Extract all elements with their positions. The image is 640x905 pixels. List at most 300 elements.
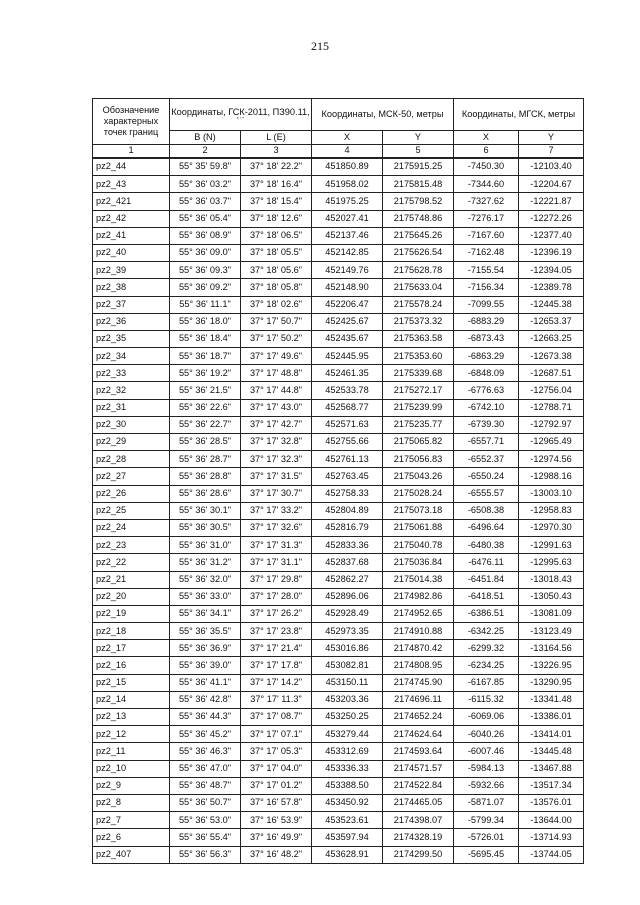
msk-x-cell: 452445.95: [312, 348, 383, 365]
msk-x-cell: 452148.90: [312, 279, 383, 296]
mgsk-x-cell: -6873.43: [454, 330, 519, 347]
msk-y-cell: 2175065.82: [383, 434, 454, 451]
msk-x-cell: 452928.49: [312, 605, 383, 622]
latitude-cell: 55° 36' 30.1": [170, 502, 241, 519]
latitude-cell: 55° 36' 11.1": [170, 296, 241, 313]
latitude-cell: 55° 36' 28.5": [170, 434, 241, 451]
longitude-cell: 37° 17' 48.8": [241, 365, 312, 382]
msk-x-cell: 452816.79: [312, 519, 383, 536]
msk-x-cell: 452973.35: [312, 623, 383, 640]
msk-y-cell: 2175073.18: [383, 502, 454, 519]
latitude-cell: 55° 36' 41.1": [170, 674, 241, 691]
msk-y-cell: 2175061.88: [383, 519, 454, 536]
longitude-cell: 37° 18' 22.2": [241, 158, 312, 176]
point-id-cell: pz2_31: [93, 399, 170, 416]
mgsk-x-cell: -6508.38: [454, 502, 519, 519]
latitude-cell: 55° 36' 28.6": [170, 485, 241, 502]
table-row: [93, 296, 584, 313]
msk-y-cell: 2175043.26: [383, 468, 454, 485]
point-id-cell: pz2_27: [93, 468, 170, 485]
point-id-cell: pz2_421: [93, 193, 170, 210]
latitude-cell: 55° 36' 28.7": [170, 451, 241, 468]
table-row: [93, 485, 584, 502]
mgsk-y-cell: -13714.93: [519, 829, 584, 846]
msk-x-cell: 452896.06: [312, 588, 383, 605]
point-id-cell: pz2_11: [93, 743, 170, 760]
mgsk-x-cell: -6386.51: [454, 605, 519, 622]
longitude-cell: 37° 17' 28.0": [241, 588, 312, 605]
mgsk-x-cell: -6115.32: [454, 691, 519, 708]
mgsk-x-cell: -7167.60: [454, 227, 519, 244]
table-row: [93, 193, 584, 210]
mgsk-y-cell: -12394.05: [519, 262, 584, 279]
longitude-cell: 37° 17' 31.1": [241, 554, 312, 571]
mgsk-x-cell: -5799.34: [454, 812, 519, 829]
latitude-cell: 55° 36' 48.7": [170, 777, 241, 794]
mgsk-y-cell: -13517.34: [519, 777, 584, 794]
msk-x-cell: 452533.78: [312, 382, 383, 399]
mgsk-header: Координаты, МГСК, метры: [454, 99, 584, 131]
msk-x-cell: 453203.36: [312, 691, 383, 708]
latitude-cell: 55° 36' 03.2": [170, 176, 241, 193]
mgsk-y-cell: -13018.43: [519, 571, 584, 588]
longitude-cell: 37° 16' 49.9": [241, 829, 312, 846]
latitude-cell: 55° 36' 30.5": [170, 519, 241, 536]
mgsk-y-cell: -13123.49: [519, 623, 584, 640]
mgsk-y-cell: -13050.43: [519, 588, 584, 605]
mgsk-y-cell: -12756.04: [519, 382, 584, 399]
msk-x-cell: 453279.44: [312, 726, 383, 743]
gsk-header-units: ° ' ": [236, 116, 245, 123]
latitude-cell: 55° 36' 39.0": [170, 657, 241, 674]
msk-y-cell: 2174870.42: [383, 640, 454, 657]
table-row: [93, 399, 584, 416]
point-id-cell: pz2_28: [93, 451, 170, 468]
msk-y-cell: 2175373.32: [383, 313, 454, 330]
longitude-cell: 37° 17' 44.8": [241, 382, 312, 399]
msk-y-cell: 2174624.64: [383, 726, 454, 743]
latitude-cell: 55° 36' 36.9": [170, 640, 241, 657]
msk-x-cell: 452571.63: [312, 416, 383, 433]
msk-x-cell: 452761.13: [312, 451, 383, 468]
msk-y-cell: 2174652.24: [383, 709, 454, 726]
point-id-cell: pz2_9: [93, 777, 170, 794]
longitude-cell: 37° 18' 12.6": [241, 210, 312, 227]
msk-header: Координаты, МСК-50, метры: [312, 99, 454, 131]
mgsk-x-cell: -7156.34: [454, 279, 519, 296]
msk-y-cell: 2175239.99: [383, 399, 454, 416]
longitude-cell: 37° 17' 42.7": [241, 416, 312, 433]
latitude-cell: 55° 36' 31.0": [170, 537, 241, 554]
point-id-cell: pz2_43: [93, 176, 170, 193]
msk-y-cell: 2175626.54: [383, 244, 454, 261]
latitude-cell: 55° 36' 32.0": [170, 571, 241, 588]
table-body: [93, 158, 584, 863]
latitude-cell: 55° 36' 18.4": [170, 330, 241, 347]
msk-x-cell: 451958.02: [312, 176, 383, 193]
designation-header-line: Обозначение: [102, 105, 160, 115]
column-number: 1: [93, 145, 170, 159]
longitude-cell: 37° 17' 33.2": [241, 502, 312, 519]
mgsk-x-cell: -6418.51: [454, 588, 519, 605]
designation-header-line: характерных: [103, 116, 159, 126]
msk-y-cell: 2175363.58: [383, 330, 454, 347]
mgsk-x-cell: -5695.45: [454, 846, 519, 863]
table-row: [93, 571, 584, 588]
longitude-cell: 37° 17' 43.0": [241, 399, 312, 416]
msk-x-cell: 453250.25: [312, 709, 383, 726]
table-row: [93, 227, 584, 244]
column-number: 5: [383, 145, 454, 159]
mgsk-y-cell: -12221.87: [519, 193, 584, 210]
longitude-cell: 37° 17' 11.3": [241, 691, 312, 708]
mgsk-y-cell: -12991.63: [519, 537, 584, 554]
longitude-cell: 37° 17' 21.4": [241, 640, 312, 657]
mgsk-y-cell: -12958.83: [519, 502, 584, 519]
msk-x-cell: 453388.50: [312, 777, 383, 794]
msk-x-cell: 452137.46: [312, 227, 383, 244]
mgsk-x-cell: -6555.57: [454, 485, 519, 502]
longitude-cell: 37° 17' 05.3": [241, 743, 312, 760]
mgsk-y-cell: -12272.26: [519, 210, 584, 227]
latitude-cell: 55° 36' 47.0": [170, 760, 241, 777]
point-id-cell: pz2_7: [93, 812, 170, 829]
mgsk-x-cell: -6742.10: [454, 399, 519, 416]
msk-x-cell: 451850.89: [312, 158, 383, 176]
table-row: [93, 623, 584, 640]
table-row: [93, 726, 584, 743]
table-row: [93, 502, 584, 519]
table-row: [93, 434, 584, 451]
point-id-cell: pz2_44: [93, 158, 170, 176]
mgsk-y-cell: -13290.95: [519, 674, 584, 691]
point-id-cell: pz2_8: [93, 794, 170, 811]
msk-y-cell: 2175353.60: [383, 348, 454, 365]
latitude-cell: 55° 36' 42.8": [170, 691, 241, 708]
msk-x-cell: 452435.67: [312, 330, 383, 347]
longitude-cell: 37° 18' 05.5": [241, 244, 312, 261]
msk-y-cell: 2175628.78: [383, 262, 454, 279]
mgsk-x-cell: -6863.29: [454, 348, 519, 365]
msk-y-cell: 2174593.64: [383, 743, 454, 760]
mgsk-y-cell: -12974.56: [519, 451, 584, 468]
mgsk-y-cell: -13576.01: [519, 794, 584, 811]
latitude-cell: 55° 36' 33.0": [170, 588, 241, 605]
latitude-cell: 55° 36' 53.0": [170, 812, 241, 829]
mgsk-y-cell: -12988.16: [519, 468, 584, 485]
longitude-cell: 37° 17' 30.7": [241, 485, 312, 502]
msk-y-cell: 2175578.24: [383, 296, 454, 313]
msk-x-cell: 453312.69: [312, 743, 383, 760]
table-row: [93, 279, 584, 296]
msk-y-cell: 2175036.84: [383, 554, 454, 571]
table-row: [93, 210, 584, 227]
column-number: 3: [241, 145, 312, 159]
table-row: [93, 794, 584, 811]
mgsk-y-cell: -12687.51: [519, 365, 584, 382]
longitude-cell: 37° 17' 17.8": [241, 657, 312, 674]
msk-y-cell: 2174745.90: [383, 674, 454, 691]
longitude-cell: 37° 17' 14.2": [241, 674, 312, 691]
longitude-cell: 37° 18' 16.4": [241, 176, 312, 193]
longitude-cell: 37° 17' 07.1": [241, 726, 312, 743]
mgsk-x-cell: -5932.66: [454, 777, 519, 794]
point-id-cell: pz2_18: [93, 623, 170, 640]
mgsk-x-cell: -6550.24: [454, 468, 519, 485]
msk-x-cell: 453597.94: [312, 829, 383, 846]
latitude-cell: 55° 36' 18.0": [170, 313, 241, 330]
msk-y-cell: 2174696.11: [383, 691, 454, 708]
msk-x-cell: 452833.36: [312, 537, 383, 554]
longitude-cell: 37° 17' 32.3": [241, 451, 312, 468]
mgsk-y-cell: -12396.19: [519, 244, 584, 261]
latitude-cell: 55° 36' 22.6": [170, 399, 241, 416]
mgsk-y-cell: -13081.09: [519, 605, 584, 622]
msk-x-cell: 452149.76: [312, 262, 383, 279]
point-id-cell: pz2_19: [93, 605, 170, 622]
longitude-cell: 37° 17' 32.6": [241, 519, 312, 536]
point-id-cell: pz2_20: [93, 588, 170, 605]
msk-x-cell: 453523.61: [312, 812, 383, 829]
mgsk-x-cell: -5726.01: [454, 829, 519, 846]
mgsk-x-header: X: [454, 131, 519, 145]
latitude-cell: 55° 36' 09.0": [170, 244, 241, 261]
table-row: [93, 760, 584, 777]
msk-x-cell: 452568.77: [312, 399, 383, 416]
msk-x-cell: 452142.85: [312, 244, 383, 261]
msk-x-cell: 452461.35: [312, 365, 383, 382]
msk-x-cell: 453628.91: [312, 846, 383, 863]
mgsk-x-cell: -6069.06: [454, 709, 519, 726]
table-row: [93, 846, 584, 863]
mgsk-y-cell: -12445.38: [519, 296, 584, 313]
point-id-cell: pz2_14: [93, 691, 170, 708]
msk-x-cell: 453336.33: [312, 760, 383, 777]
table-row: [93, 709, 584, 726]
msk-y-cell: 2174299.50: [383, 846, 454, 863]
latitude-cell: 55° 36' 28.8": [170, 468, 241, 485]
mgsk-y-cell: -12788.71: [519, 399, 584, 416]
table-row: [93, 812, 584, 829]
msk-y-cell: 2175040.78: [383, 537, 454, 554]
point-id-cell: pz2_36: [93, 313, 170, 330]
mgsk-y-header: Y: [519, 131, 584, 145]
table-row: [93, 588, 584, 605]
table-row: [93, 176, 584, 193]
latitude-cell: 55° 36' 35.5": [170, 623, 241, 640]
table-row: [93, 554, 584, 571]
point-id-cell: pz2_10: [93, 760, 170, 777]
latitude-cell: 55° 36' 21.5": [170, 382, 241, 399]
latitude-cell: 55° 36' 05.4": [170, 210, 241, 227]
msk-y-cell: 2174465.05: [383, 794, 454, 811]
msk-x-cell: 452027.41: [312, 210, 383, 227]
msk-y-cell: 2175028.24: [383, 485, 454, 502]
longitude-cell: 37° 18' 15.4": [241, 193, 312, 210]
longitude-cell: 37° 17' 50.7": [241, 313, 312, 330]
longitude-cell: 37° 18' 06.5": [241, 227, 312, 244]
table-row: [93, 674, 584, 691]
page-number: 215: [311, 39, 329, 53]
table-row: [93, 313, 584, 330]
table-row: [93, 657, 584, 674]
msk-y-cell: 2175645.26: [383, 227, 454, 244]
point-id-cell: pz2_41: [93, 227, 170, 244]
msk-x-cell: 452837.68: [312, 554, 383, 571]
point-id-cell: pz2_6: [93, 829, 170, 846]
msk-y-cell: 2175798.52: [383, 193, 454, 210]
mgsk-x-cell: -7162.48: [454, 244, 519, 261]
point-id-cell: pz2_30: [93, 416, 170, 433]
longitude-cell: 37° 17' 49.6": [241, 348, 312, 365]
longitude-cell: 37° 17' 01.2": [241, 777, 312, 794]
msk-x-cell: 453082.81: [312, 657, 383, 674]
table-row: [93, 468, 584, 485]
mgsk-x-cell: -6040.26: [454, 726, 519, 743]
point-id-cell: pz2_39: [93, 262, 170, 279]
msk-x-cell: 452763.45: [312, 468, 383, 485]
latitude-cell: 55° 36' 34.1": [170, 605, 241, 622]
mgsk-y-cell: -12995.63: [519, 554, 584, 571]
msk-y-cell: 2175014.38: [383, 571, 454, 588]
longitude-cell: 37° 17' 23.8": [241, 623, 312, 640]
point-id-cell: pz2_12: [93, 726, 170, 743]
column-number: 4: [312, 145, 383, 159]
latitude-cell: 55° 36' 55.4": [170, 829, 241, 846]
msk-y-cell: 2175815.48: [383, 176, 454, 193]
msk-y-cell: 2175339.68: [383, 365, 454, 382]
column-number: 2: [170, 145, 241, 159]
table-row: [93, 382, 584, 399]
designation-header: [93, 99, 170, 145]
msk-x-cell: 452862.27: [312, 571, 383, 588]
latitude-cell: 55° 36' 44.3": [170, 709, 241, 726]
mgsk-x-cell: -6776.63: [454, 382, 519, 399]
msk-y-cell: 2174910.88: [383, 623, 454, 640]
point-id-cell: pz2_24: [93, 519, 170, 536]
point-id-cell: pz2_26: [93, 485, 170, 502]
mgsk-x-cell: -6739.30: [454, 416, 519, 433]
point-id-cell: pz2_33: [93, 365, 170, 382]
mgsk-x-cell: -6557.71: [454, 434, 519, 451]
mgsk-y-cell: -12389.78: [519, 279, 584, 296]
msk-y-cell: 2175272.17: [383, 382, 454, 399]
mgsk-y-cell: -13467.88: [519, 760, 584, 777]
table-row: [93, 605, 584, 622]
latitude-cell: 55° 36' 50.7": [170, 794, 241, 811]
mgsk-y-cell: -12792.97: [519, 416, 584, 433]
longitude-cell: 37° 18' 02.6": [241, 296, 312, 313]
column-number: 6: [454, 145, 519, 159]
table-row: [93, 451, 584, 468]
mgsk-y-cell: -12965.49: [519, 434, 584, 451]
table-row: [93, 158, 584, 176]
point-id-cell: pz2_32: [93, 382, 170, 399]
point-id-cell: pz2_21: [93, 571, 170, 588]
longitude-cell: 37° 17' 32.8": [241, 434, 312, 451]
longitude-cell: 37° 17' 50.2": [241, 330, 312, 347]
msk-y-cell: 2175235.77: [383, 416, 454, 433]
latitude-cell: 55° 35' 59.8": [170, 158, 241, 176]
msk-y-cell: 2174522.84: [383, 777, 454, 794]
msk-y-cell: 2174982.86: [383, 588, 454, 605]
mgsk-y-cell: -13644.00: [519, 812, 584, 829]
msk-x-cell: 453450.92: [312, 794, 383, 811]
mgsk-y-cell: -12673.38: [519, 348, 584, 365]
mgsk-y-cell: -12970.30: [519, 519, 584, 536]
point-id-cell: pz2_17: [93, 640, 170, 657]
gsk-header-text: Координаты, ГСК-2011, ПЗ90.11,: [171, 106, 310, 117]
b-header: B (N): [170, 131, 241, 145]
table-row: [93, 640, 584, 657]
longitude-cell: 37° 17' 29.8": [241, 571, 312, 588]
mgsk-y-cell: -13414.01: [519, 726, 584, 743]
longitude-cell: 37° 17' 31.3": [241, 537, 312, 554]
mgsk-x-cell: -6234.25: [454, 657, 519, 674]
table-row: [93, 348, 584, 365]
longitude-cell: 37° 17' 26.2": [241, 605, 312, 622]
latitude-cell: 55° 36' 46.3": [170, 743, 241, 760]
mgsk-x-cell: -7327.62: [454, 193, 519, 210]
latitude-cell: 55° 36' 45.2": [170, 726, 241, 743]
mgsk-x-cell: -6299.32: [454, 640, 519, 657]
longitude-cell: 37° 17' 31.5": [241, 468, 312, 485]
longitude-cell: 37° 18' 05.8": [241, 279, 312, 296]
mgsk-y-cell: -13164.56: [519, 640, 584, 657]
mgsk-x-cell: -5984.13: [454, 760, 519, 777]
longitude-cell: 37° 17' 08.7": [241, 709, 312, 726]
point-id-cell: pz2_35: [93, 330, 170, 347]
msk-x-cell: 453150.11: [312, 674, 383, 691]
msk-x-cell: 452758.33: [312, 485, 383, 502]
msk-y-cell: 2174398.07: [383, 812, 454, 829]
mgsk-x-cell: -6496.64: [454, 519, 519, 536]
point-id-cell: pz2_42: [93, 210, 170, 227]
msk-x-cell: 452206.47: [312, 296, 383, 313]
msk-y-cell: 2175748.86: [383, 210, 454, 227]
msk-y-cell: 2175915.25: [383, 158, 454, 176]
longitude-cell: 37° 17' 04.0": [241, 760, 312, 777]
latitude-cell: 55° 36' 09.3": [170, 262, 241, 279]
l-header: L (E): [241, 131, 312, 145]
msk-x-cell: 452425.67: [312, 313, 383, 330]
gsk-header: [170, 99, 312, 131]
table-row: [93, 262, 584, 279]
msk-x-cell: 453016.86: [312, 640, 383, 657]
coordinates-table: [92, 98, 584, 864]
msk-y-cell: 2174571.57: [383, 760, 454, 777]
msk-y-cell: 2175056.83: [383, 451, 454, 468]
mgsk-y-cell: -12103.40: [519, 158, 584, 176]
longitude-cell: 37° 16' 48.2": [241, 846, 312, 863]
latitude-cell: 55° 36' 18.7": [170, 348, 241, 365]
mgsk-x-cell: -6451.84: [454, 571, 519, 588]
longitude-cell: 37° 16' 57.8": [241, 794, 312, 811]
mgsk-x-cell: -5871.07: [454, 794, 519, 811]
msk-x-cell: 451975.25: [312, 193, 383, 210]
msk-x-cell: 452804.89: [312, 502, 383, 519]
latitude-cell: 55° 36' 56.3": [170, 846, 241, 863]
mgsk-y-cell: -13386.01: [519, 709, 584, 726]
mgsk-x-cell: -7099.55: [454, 296, 519, 313]
mgsk-y-cell: -13744.05: [519, 846, 584, 863]
msk-x-header: X: [312, 131, 383, 145]
point-id-cell: pz2_40: [93, 244, 170, 261]
point-id-cell: pz2_13: [93, 709, 170, 726]
longitude-cell: 37° 16' 53.9": [241, 812, 312, 829]
mgsk-x-cell: -7155.54: [454, 262, 519, 279]
msk-y-cell: 2174328.19: [383, 829, 454, 846]
